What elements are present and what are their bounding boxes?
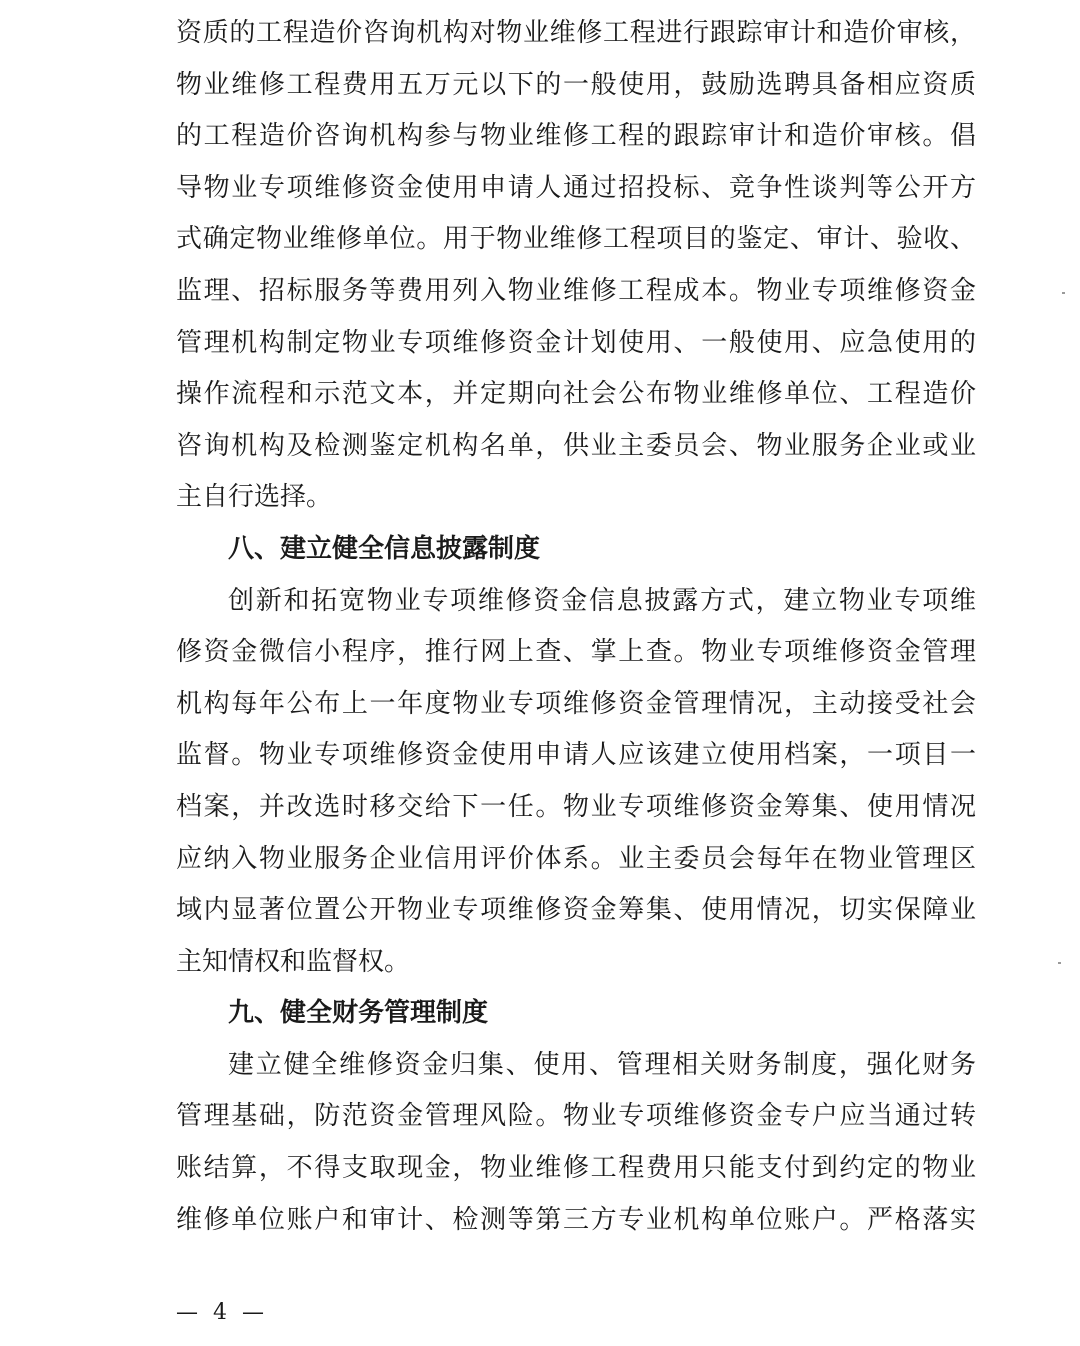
text-line: 主自行选择。 bbox=[176, 482, 333, 513]
text-line: 机构每年公布上一年度物业专项维修资金管理情况，主动接受社会 bbox=[176, 688, 976, 719]
paragraph-1 bbox=[176, 8, 976, 524]
document-body bbox=[176, 8, 976, 1246]
text-line: 监理、招标服务等费用列入物业维修工程成本。物业专项维修资金 bbox=[176, 275, 976, 306]
text-line: 账结算，不得支取现金，物业维修工程费用只能支付到约定的物业 bbox=[176, 1153, 976, 1184]
section-8-paragraph bbox=[176, 576, 976, 989]
text-line: 档案，并改选时移交给下一任。物业专项维修资金筹集、使用情况 bbox=[176, 791, 976, 822]
text-line: 咨询机构及检测鉴定机构名单，供业主委员会、物业服务企业或业 bbox=[176, 430, 976, 461]
text-line: 式确定物业维修单位。用于物业维修工程项目的鉴定、审计、验收、 bbox=[176, 224, 976, 255]
text-line: 建立健全维修资金归集、使用、管理相关财务制度，强化财务 bbox=[228, 1049, 976, 1080]
text-line: 管理机构制定物业专项维修资金计划使用、一般使用、应急使用的 bbox=[176, 327, 976, 358]
text-line: 监督。物业专项维修资金使用申请人应该建立使用档案，一项目一 bbox=[176, 740, 976, 771]
text-line: 创新和拓宽物业专项维修资金信息披露方式，建立物业专项维 bbox=[228, 585, 976, 616]
page-number: — 4 — bbox=[176, 1300, 268, 1325]
text-line: 操作流程和示范文本，并定期向社会公布物业维修单位、工程造价 bbox=[176, 379, 976, 410]
text-line: 物业维修工程费用五万元以下的一般使用，鼓励选聘具备相应资质 bbox=[176, 69, 976, 100]
text-line: 主知情权和监督权。 bbox=[176, 946, 411, 977]
section-9-paragraph bbox=[176, 1040, 976, 1246]
scan-speck bbox=[1058, 962, 1061, 964]
text-line: 修资金微信小程序，推行网上查、掌上查。物业专项维修资金管理 bbox=[176, 637, 976, 668]
scan-speck bbox=[1062, 292, 1065, 294]
text-line: 管理基础，防范资金管理风险。物业专项维修资金专户应当通过转 bbox=[176, 1101, 976, 1132]
section-8-heading: 八、建立健全信息披露制度 bbox=[228, 533, 541, 564]
text-line: 域内显著位置公开物业专项维修资金筹集、使用情况，切实保障业 bbox=[176, 895, 976, 926]
text-line: 维修单位账户和审计、检测等第三方专业机构单位账户。严格落实 bbox=[176, 1204, 976, 1235]
section-9-heading: 九、健全财务管理制度 bbox=[228, 998, 489, 1029]
text-line: 资质的工程造价咨询机构对物业维修工程进行跟踪审计和造价审核， bbox=[176, 18, 976, 48]
text-line: 导物业专项维修资金使用申请人通过招投标、竞争性谈判等公开方 bbox=[176, 172, 976, 203]
text-line: 应纳入物业服务企业信用评价体系。业主委员会每年在物业管理区 bbox=[176, 843, 976, 874]
text-line: 的工程造价咨询机构参与物业维修工程的跟踪审计和造价审核。倡 bbox=[176, 121, 976, 152]
